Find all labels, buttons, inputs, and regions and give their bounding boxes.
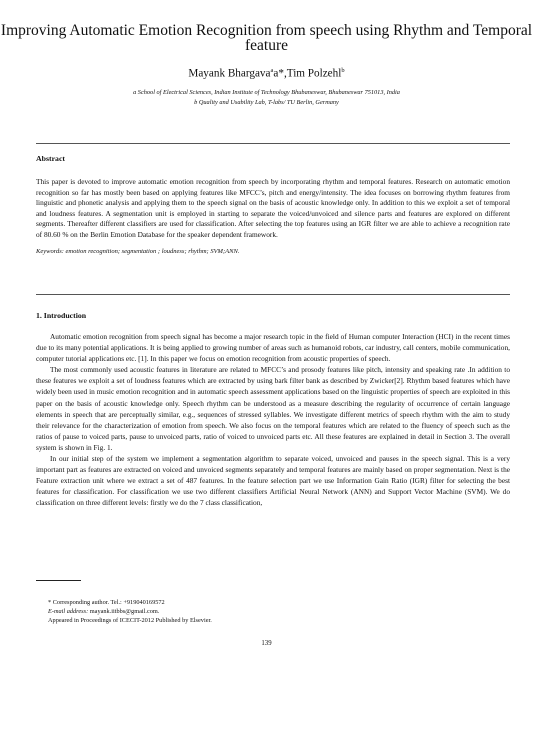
abstract-heading: Abstract — [36, 154, 66, 163]
affiliation: a School of Electrical Sciences, Indian Institute of Technology Bhubaneswar, Bhubaneswar 751013, India — [133, 89, 400, 96]
body-paragraph: Automatic emotion recognition from speech signal has become a major research topic in the field of Human computer Interaction (HCI) in the recent times due to its many potential applications. It is being applied to growing number of areas such as humanoid robots, car industry, call centers, mobile communication, computer tutorial applications etc. [1]. In this paper we focus on emotion recognition from acoustic properties of speech. — [36, 332, 510, 364]
abstract-text: This paper is devoted to improve automatic emotion recognition from speech by incorporating rhythm and temporal features. Research on automatic emotion recognition so far has mostly been based on applying features like MFCC’s, pitch and energy/intensity. The idea focuses on borrowing rhythm features from linguistic and phonetic analysis and applying them to the speech signal on the basis of acoustic knowledge only. In addition to this we exploit a set of temporal and loudness features. A segmentation unit is employed in starting to separate the voiced/unvoiced and silence parts and features are explored on different segments. Thereafter different classifiers are used for classification. After selecting the top features using an IGR filter we are able to achieve a recognition rate of 80.60 % on the Berlin Emotion Database for the speaker dependent framework. — [36, 177, 510, 239]
footnote-corresponding: * Corresponding author. Tel.: +919040169572 — [48, 599, 165, 606]
author-mark: a*, — [273, 67, 287, 80]
author-superscript: b — [341, 67, 345, 74]
author-superscript: a — [270, 67, 274, 74]
body-paragraph: In our initial step of the system we implement a segmentation algorithm to separate voiced, unvoiced and pauses in the speech signal. This is a very important part as features are extracted on voiced and unvoiced segments separately and temporal features are mainly based on proper segmentation. Next is the Feature extraction unit where we extract a set of 487 features. In the feature selection part we use Information Gain Ratio (IGR) filter for selecting the best features for classification. For classification we use two different classifiers Artificial Neural Network (ANN) and Support Vector Machine (SVM). We do classification on three different levels: firstly we do the 7 class classification, — [36, 454, 510, 508]
email-link[interactable]: mayank.iitbbs@gmail.com. — [89, 608, 160, 615]
footnote-appeared: Appeared in Proceedings of ICECIT-2012 Published by Elsevier. — [48, 617, 212, 624]
footnote-email — [48, 608, 468, 617]
affiliation: b Quality and Usability Lab, T-labs/ TU Berlin, Germany — [194, 99, 339, 106]
email-label: E-mail address: — [48, 608, 89, 615]
author-name: Mayank Bhargava — [188, 67, 271, 80]
keywords: Keywords: emotion recognition; segmentation ; loudness; rhythm; SVM;ANN. — [36, 248, 240, 255]
paper-title: Improving Automatic Emotion Recognition from speech using Rhythm and Temporal feature — [0, 22, 533, 54]
section-heading: 1. Introduction — [36, 311, 87, 320]
footnote-divider — [36, 580, 81, 581]
author-name: Tim Polzehl — [286, 67, 342, 80]
author-line — [0, 65, 533, 80]
divider — [36, 294, 510, 295]
page-number: 139 — [261, 640, 272, 647]
body-paragraph: The most commonly used acoustic features in literature are related to MFCC’s and prosody features like pitch, intensity and speaking rate .In addition to these features we exploit a set of loudness features which are extracted by using bark filter bank as described by Zwicker[2]. Rhythm based features which have widely been used in music emotion recognition and in automatic speech assessment applications based on the linguistic properties of speech are exploited in this paper on the basis of acoustic knowledge only. Speech rhythm can be understood as a measure describing the regularity of occurrence of certain language elements in speech that are perceptually similar, e.g., sequences of stressed syllables. We investigate different metrics of speech rhythm with the aim to study their relevance for the characterization of emotion from speech. We also focus on the temporal features which are related to the fluency of speech such as the ratios of pause to voiced parts, pause to unvoiced parts, ratio of voiced to unvoiced parts etc. All these features are explained in detail in Section 3. The overall system is shown in Fig. 1. — [36, 365, 510, 452]
section-body — [36, 331, 510, 509]
divider — [36, 143, 510, 144]
